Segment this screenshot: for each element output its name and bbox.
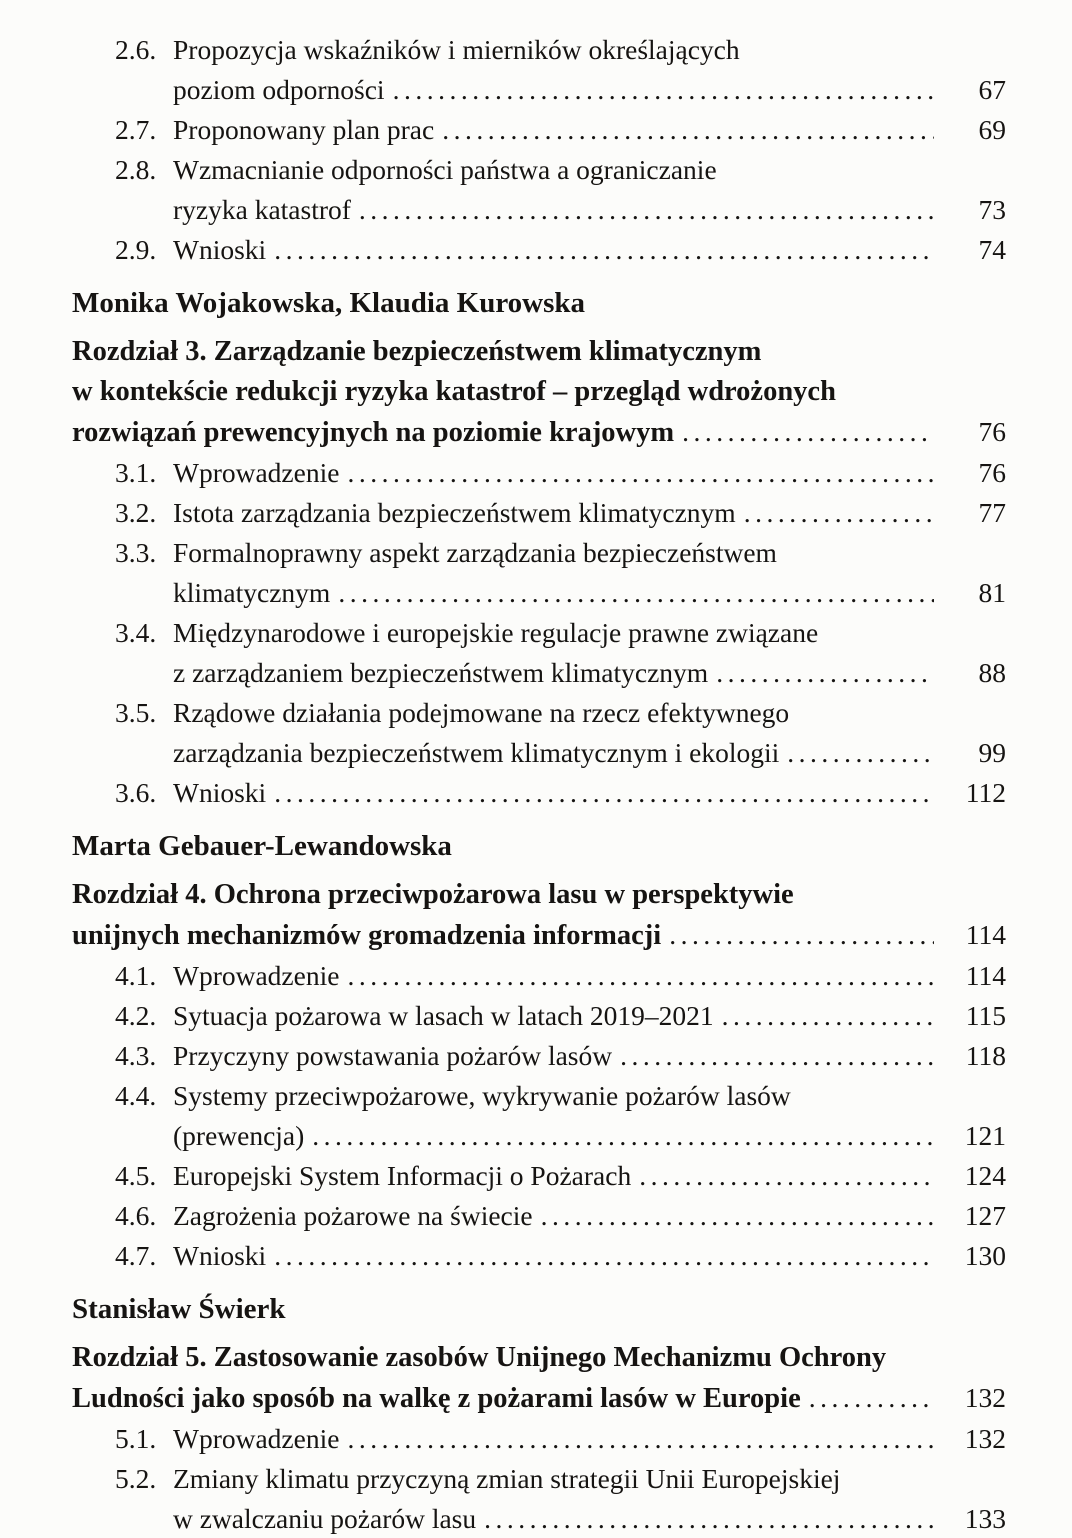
dot-leader [620, 1036, 934, 1076]
section-number: 4.3. [115, 1040, 157, 1071]
toc-line [115, 773, 1006, 813]
toc-line [115, 1076, 1006, 1116]
entry-title-line: Zmiany klimatu przyczyną zmian strategii Unii Europejskiej [173, 1463, 841, 1494]
toc-entry-section [115, 533, 1006, 613]
page-number: 130 [964, 1240, 1006, 1271]
toc-line [115, 110, 1006, 150]
toc-entry-section [115, 1419, 1006, 1459]
section-number: 4.2. [115, 1000, 157, 1031]
toc-entry-section [115, 996, 1006, 1036]
page-number: 99 [978, 737, 1006, 768]
entry-title-line: Sytuacja pożarowa w lasach w latach 2019–2021 [173, 1000, 714, 1031]
section-number: 4.7. [115, 1240, 157, 1271]
dot-leader [274, 230, 934, 270]
entry-title-line: Wprowadzenie [173, 457, 340, 488]
toc-line [115, 573, 1006, 613]
entry-title-line: Wnioski [173, 234, 267, 265]
toc-line [115, 190, 1006, 230]
section-number: 4.5. [115, 1160, 157, 1191]
entry-title-line: Wnioski [173, 777, 267, 808]
dot-leader [809, 1378, 934, 1418]
page-number: 133 [964, 1503, 1006, 1534]
toc-entry-section [115, 453, 1006, 493]
toc-line [115, 693, 1006, 733]
page-number: 115 [965, 1000, 1006, 1031]
page-number: 67 [978, 74, 1006, 105]
page-number: 81 [978, 577, 1006, 608]
section-number: 5.2. [115, 1463, 157, 1494]
toc-line [115, 533, 1006, 573]
dot-leader [347, 453, 934, 493]
toc-line [72, 1289, 1006, 1329]
toc-line [115, 230, 1006, 270]
dot-leader [312, 1116, 934, 1156]
section-number: 2.8. [115, 154, 157, 185]
toc-entry-section [115, 230, 1006, 270]
toc-entry-chapter [72, 332, 1006, 453]
dot-leader [393, 70, 934, 110]
toc-entry-section [115, 493, 1006, 533]
toc-line [72, 412, 1006, 453]
page-number: 132 [964, 1423, 1006, 1454]
dot-leader [347, 1419, 934, 1459]
page-number: 76 [978, 457, 1006, 488]
section-number: 3.6. [115, 777, 157, 808]
dot-leader [484, 1499, 934, 1538]
entry-title-line: Wzmacnianie odporności państwa a ograniczanie [173, 154, 717, 185]
entry-title-line: Wprowadzenie [173, 960, 340, 991]
page-number: 127 [964, 1200, 1006, 1231]
page-number: 77 [978, 497, 1006, 528]
entry-title-line: Marta Gebauer-Lewandowska [72, 830, 452, 862]
toc-line [72, 283, 1006, 323]
entry-title-line: Rządowe działania podejmowane na rzecz efektywnego [173, 697, 790, 728]
toc-line [115, 1236, 1006, 1276]
page-number: 132 [964, 1382, 1006, 1413]
toc-line [72, 826, 1006, 866]
toc-entry-section [115, 30, 1006, 110]
toc-entry-section [115, 1196, 1006, 1236]
section-number: 3.1. [115, 457, 157, 488]
entry-title-line: Rozdział 3. Zarządzanie bezpieczeństwem klimatycznym [72, 336, 762, 367]
toc-line [115, 1419, 1006, 1459]
dot-leader [744, 493, 934, 533]
toc-entry-section [115, 1076, 1006, 1156]
toc-entry-chapter [72, 1338, 1006, 1419]
entry-title-line: Wprowadzenie [173, 1423, 340, 1454]
page-number: 114 [965, 919, 1006, 950]
dot-leader [669, 915, 934, 955]
toc-entry-section [115, 1036, 1006, 1076]
page-number: 76 [978, 416, 1006, 447]
entry-title-line: z zarządzaniem bezpieczeństwem klimatycznym [173, 657, 709, 688]
toc-entry-section [115, 150, 1006, 230]
toc-entry-section [115, 613, 1006, 693]
entry-title-line: Stanisław Świerk [72, 1293, 286, 1325]
entry-title-line: w kontekście redukcji ryzyka katastrof – przegląd wdrożonych [72, 376, 836, 407]
dot-leader [347, 956, 934, 996]
toc-line [115, 956, 1006, 996]
section-number: 3.3. [115, 537, 157, 568]
entry-title-line: unijnych mechanizmów gromadzenia informacji [72, 920, 662, 951]
entry-title-line: Systemy przeciwpożarowe, wykrywanie pożarów lasów [173, 1080, 791, 1111]
toc-line [115, 653, 1006, 693]
toc-line [72, 372, 1006, 412]
toc-line [115, 1156, 1006, 1196]
dot-leader [682, 412, 934, 452]
toc-line [115, 1036, 1006, 1076]
dot-leader [442, 110, 934, 150]
entry-title-line: Monika Wojakowska, Klaudia Kurowska [72, 287, 586, 319]
toc-entry-section [115, 1236, 1006, 1276]
section-number: 4.6. [115, 1200, 157, 1231]
section-number: 3.4. [115, 617, 157, 648]
dot-leader [274, 773, 934, 813]
entry-title-line: Ludności jako sposób na walkę z pożarami lasów w Europie [72, 1383, 801, 1414]
dot-leader [359, 190, 934, 230]
toc-line [115, 70, 1006, 110]
toc-entry-section [115, 1156, 1006, 1196]
dot-leader [787, 733, 934, 773]
section-number: 2.9. [115, 234, 157, 265]
toc-line [115, 150, 1006, 190]
toc-line [115, 1116, 1006, 1156]
section-number: 2.6. [115, 34, 157, 65]
toc-entry-section [115, 693, 1006, 773]
entry-title-line: Propozycja wskaźników i mierników określających [173, 34, 740, 65]
entry-title-line: Zagrożenia pożarowe na świecie [173, 1200, 533, 1231]
toc-line [72, 1378, 1006, 1419]
dot-leader [338, 573, 934, 613]
entry-title-line: Międzynarodowe i europejskie regulacje prawne związane [173, 617, 819, 648]
toc-entry-chapter [72, 875, 1006, 956]
toc-entry-section [115, 1459, 1006, 1538]
dot-leader [722, 996, 934, 1036]
section-number: 4.4. [115, 1080, 157, 1111]
dot-leader [716, 653, 934, 693]
dot-leader [274, 1236, 934, 1276]
entry-title-line: Proponowany plan prac [173, 114, 435, 145]
toc-line [115, 493, 1006, 533]
entry-title-line: ryzyka katastrof [173, 194, 351, 225]
page-number: 73 [978, 194, 1006, 225]
entry-title-line: (prewencja) [173, 1120, 305, 1151]
entry-title-line: Istota zarządzania bezpieczeństwem klimatycznym [173, 497, 736, 528]
entry-title-line: Rozdział 4. Ochrona przeciwpożarowa lasu w perspektywie [72, 879, 794, 910]
section-number: 5.1. [115, 1423, 157, 1454]
entry-title-line: Formalnoprawny aspekt zarządzania bezpieczeństwem [173, 537, 777, 568]
page-number: 121 [964, 1120, 1006, 1151]
toc-line [115, 1459, 1006, 1499]
entry-title-line: Rozdział 5. Zastosowanie zasobów Unijnego Mechanizmu Ochrony [72, 1342, 887, 1373]
section-number: 3.5. [115, 697, 157, 728]
toc-entry-author [72, 826, 1006, 866]
entry-title-line: Wnioski [173, 1240, 267, 1271]
page-number: 69 [978, 114, 1006, 145]
entry-title-line: Europejski System Informacji o Pożarach [173, 1160, 632, 1191]
toc-entry-author [72, 1289, 1006, 1329]
toc-line [115, 1499, 1006, 1538]
section-number: 2.7. [115, 114, 157, 145]
toc-entry-author [72, 283, 1006, 323]
dot-leader [541, 1196, 934, 1236]
toc-line [115, 733, 1006, 773]
page-number: 124 [964, 1160, 1006, 1191]
toc-line [115, 996, 1006, 1036]
toc-entry-section [115, 110, 1006, 150]
toc-line [115, 453, 1006, 493]
toc-list [72, 30, 1006, 1538]
toc-line [72, 915, 1006, 956]
page-number: 88 [978, 657, 1006, 688]
entry-title-line: rozwiązań prewencyjnych na poziomie krajowym [72, 417, 675, 448]
toc-entry-section [115, 773, 1006, 813]
toc-line [115, 613, 1006, 653]
page-number: 74 [978, 234, 1006, 265]
toc-line [72, 875, 1006, 915]
entry-title-line: zarządzania bezpieczeństwem klimatycznym i ekologii [173, 737, 780, 768]
toc-entry-section [115, 956, 1006, 996]
toc-line [115, 1196, 1006, 1236]
page-number: 118 [965, 1040, 1006, 1071]
page-number: 112 [965, 777, 1006, 808]
section-number: 4.1. [115, 960, 157, 991]
entry-title-line: poziom odporności [173, 74, 385, 105]
entry-title-line: w zwalczaniu pożarów lasu [173, 1503, 477, 1534]
entry-title-line: klimatycznym [173, 577, 331, 608]
toc-line [72, 1338, 1006, 1378]
page-number: 114 [965, 960, 1006, 991]
toc-line [72, 332, 1006, 372]
toc-line [115, 30, 1006, 70]
entry-title-line: Przyczyny powstawania pożarów lasów [173, 1040, 613, 1071]
section-number: 3.2. [115, 497, 157, 528]
dot-leader [639, 1156, 934, 1196]
